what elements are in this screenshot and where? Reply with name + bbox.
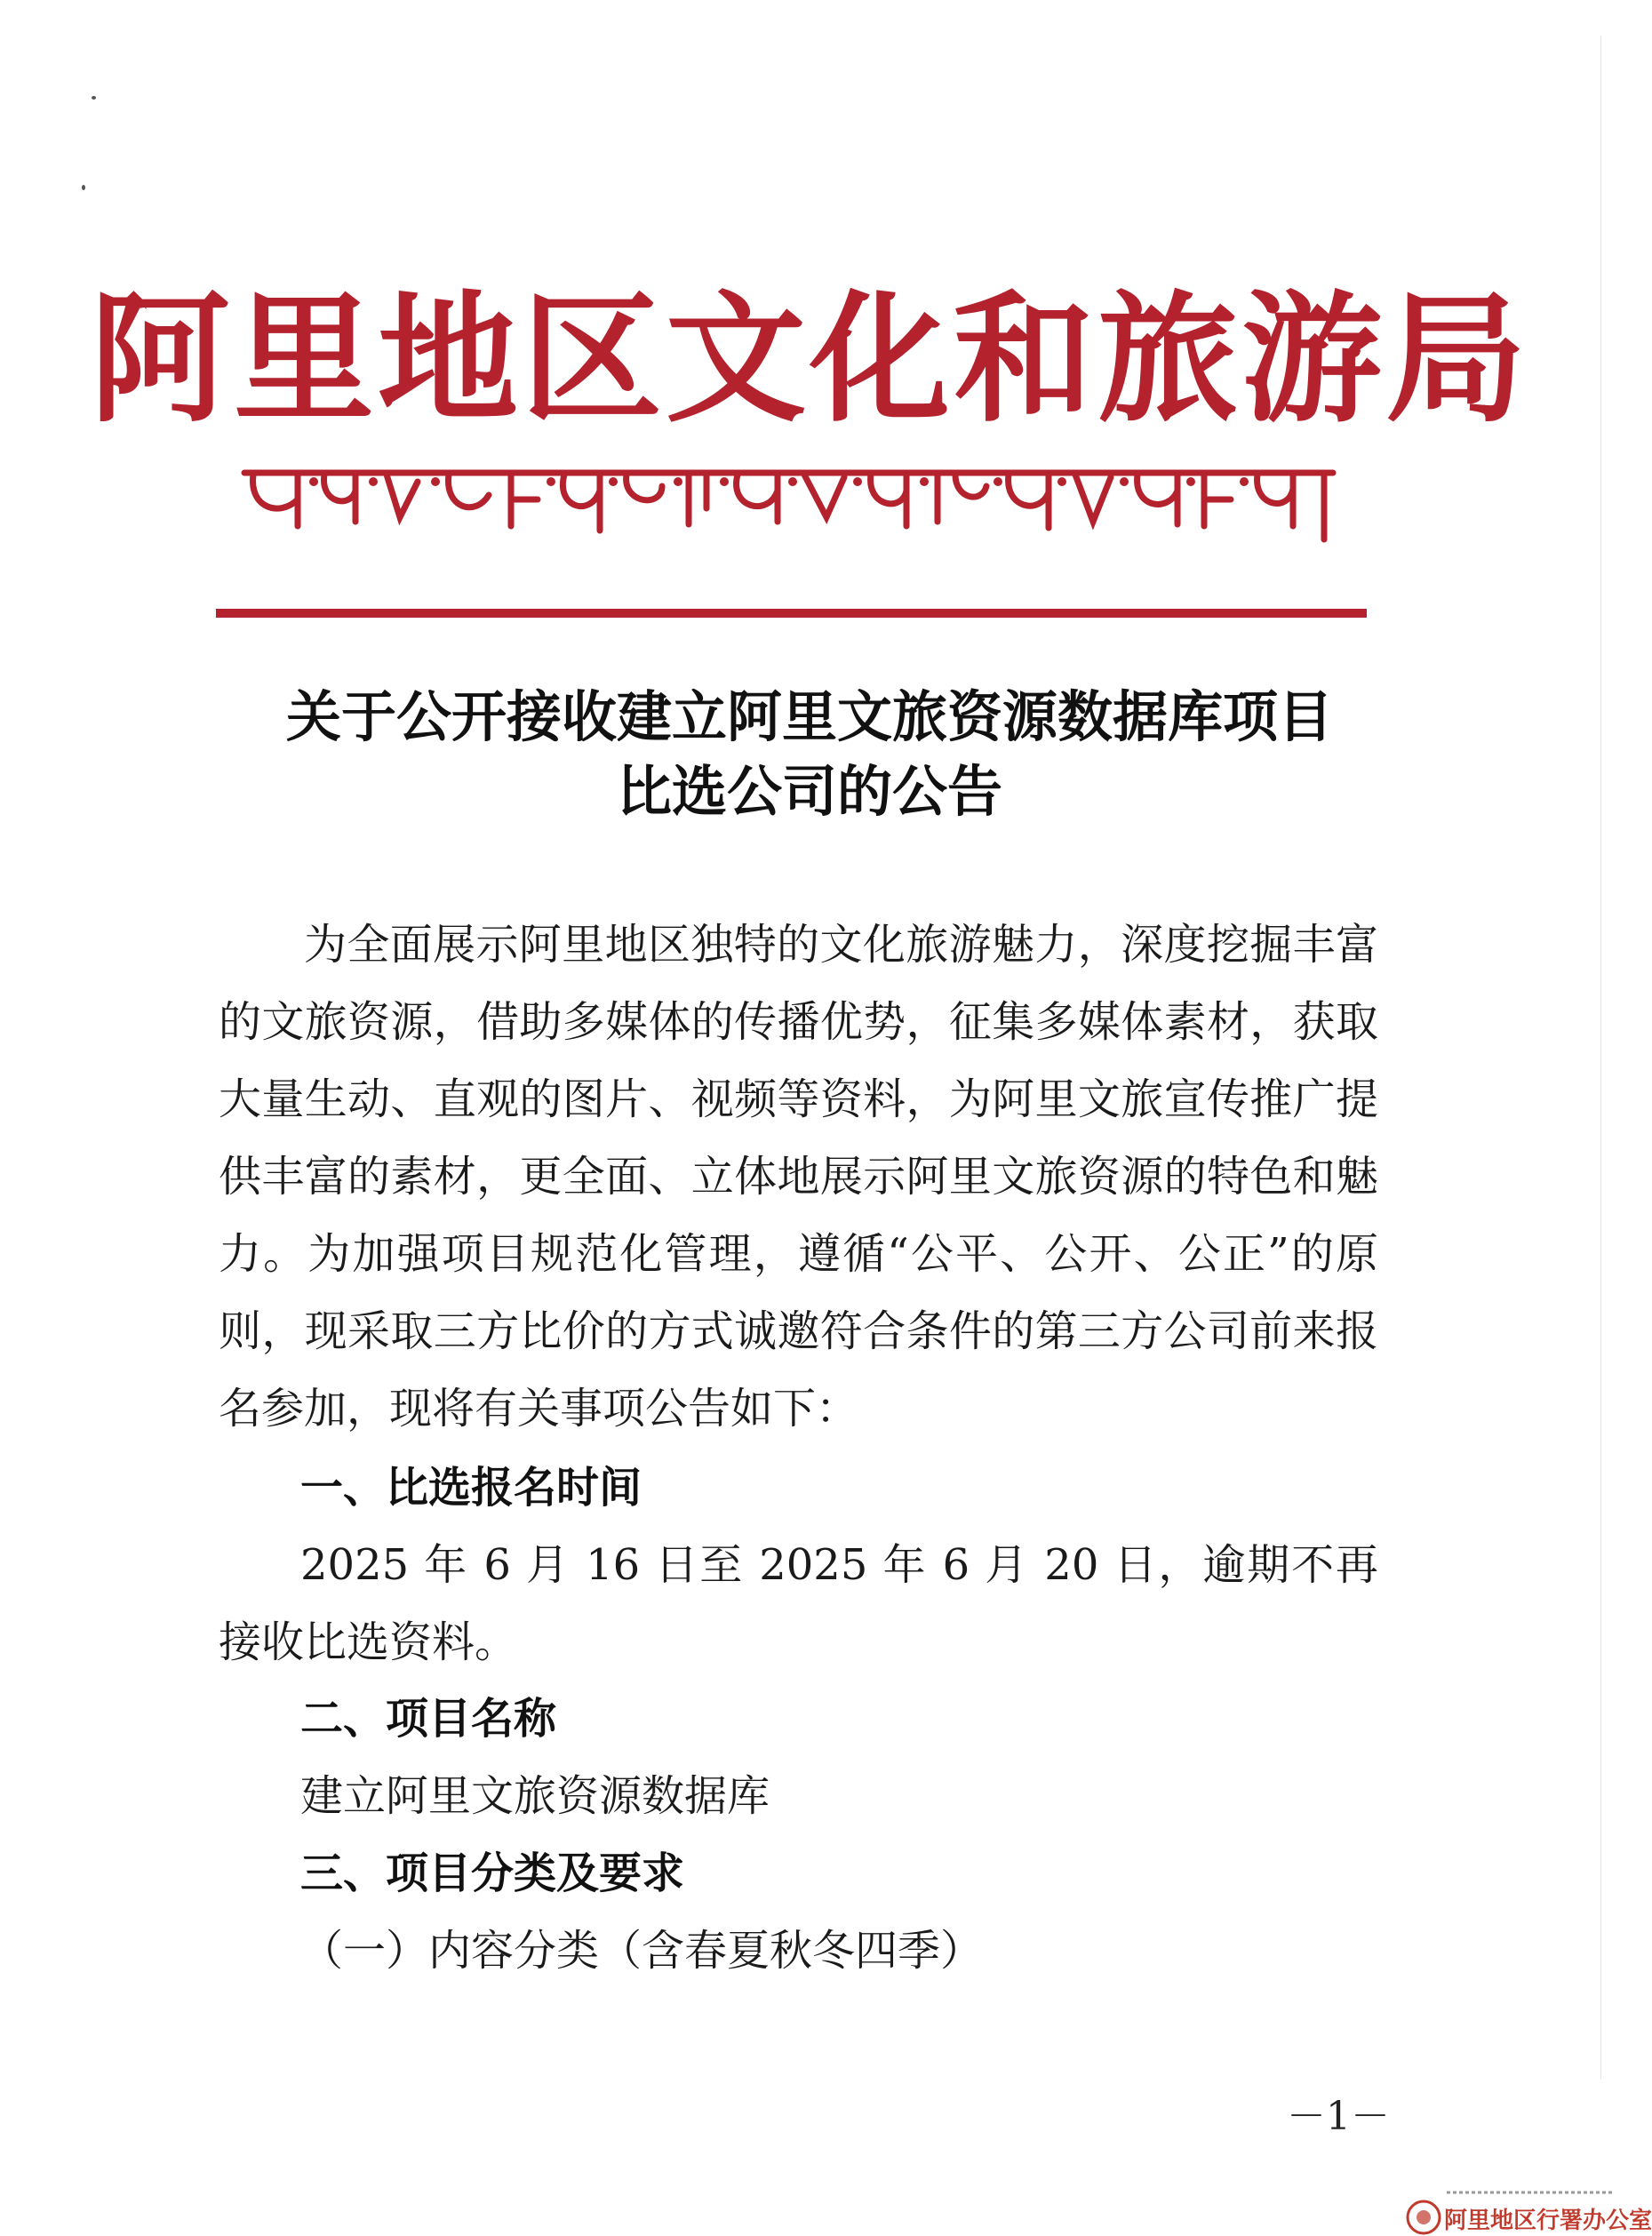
section-1-heading: 一、比选报名时间	[300, 1463, 642, 1513]
section-3-heading: 三、项目分类及要求	[300, 1849, 685, 1898]
header-divider	[216, 609, 1367, 618]
intro-paragraph: 为全面展示阿里地区独特的文化旅游魅力，深度挖掘丰富的文旅资源，借助多媒体的传播优势，征集多媒体素材，获取大量生动、直观的图片、视频等资料，为阿里文旅宣传推广提供丰富的素材，更全面、立体地展示阿里文旅资源的特色和魅力。为加强项目规范化管理，遵循“公平、公开、公正”的原则，现采取三方比价的方式诚邀符合条件的第三方公司前来报名参加，现将有关事项公告如下：	[219, 920, 1378, 1433]
section-3-subheading: （一）内容分类（含春夏秋冬四季）	[300, 1926, 984, 1976]
section-1-body: 2025 年 6 月 16 日至 2025 年 6 月 20 日，逾期不再接收比选资料。	[219, 1540, 1378, 1667]
document-title-line-2: 比选公司的公告	[616, 759, 1002, 824]
scan-speck	[92, 96, 96, 100]
page-number: －1－	[1287, 2094, 1390, 2139]
scan-speck	[82, 185, 85, 190]
section-2-body: 建立阿里文旅资源数据库	[300, 1771, 770, 1821]
organization-name-tibetan-lettering	[244, 455, 1337, 544]
organization-name: 阿里地区文化和旅游局	[90, 277, 1529, 442]
document-title-line-1: 关于公开接收建立阿里文旅资源数据库项目	[285, 684, 1333, 749]
section-2-heading: 二、项目名称	[300, 1694, 557, 1744]
office-stamp-label: 阿里地区行署办公室	[1444, 2208, 1652, 2234]
